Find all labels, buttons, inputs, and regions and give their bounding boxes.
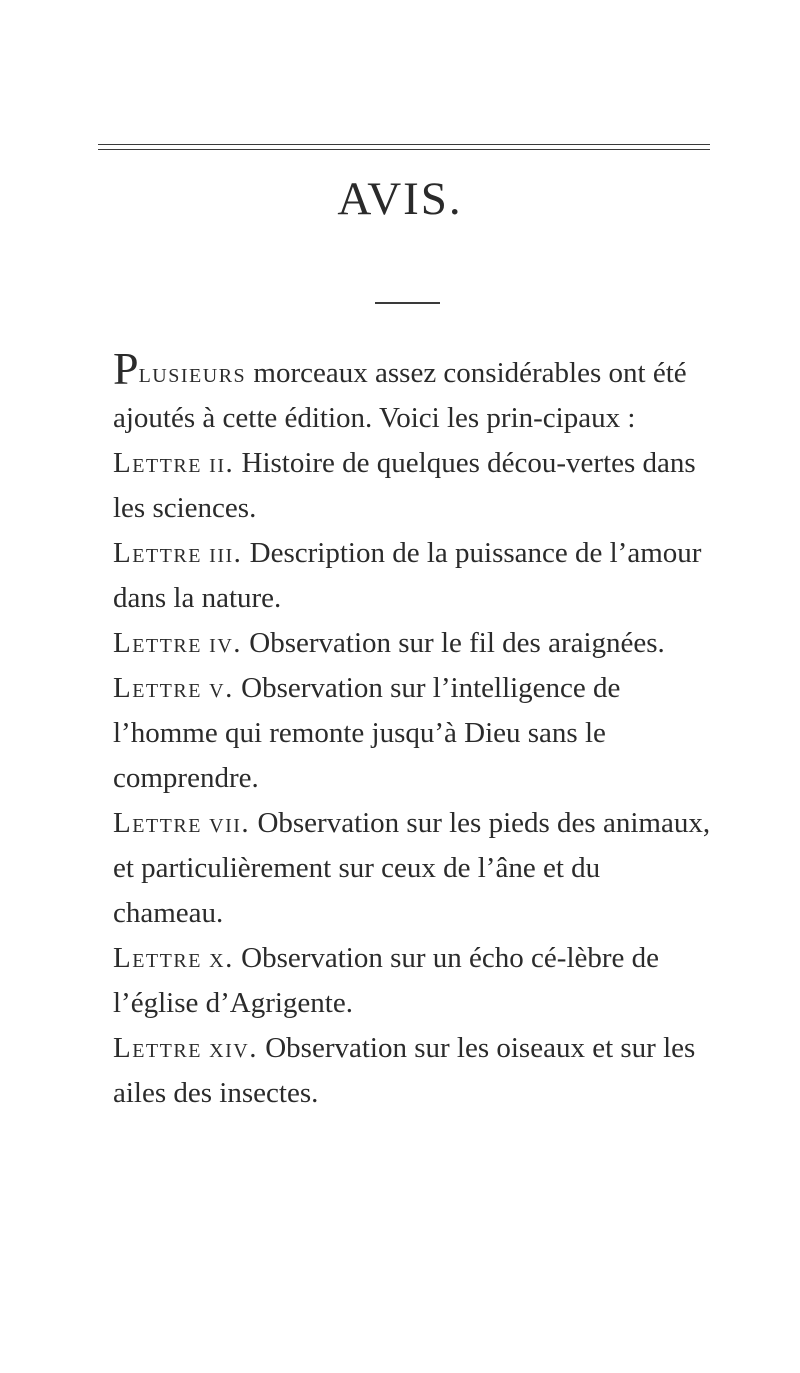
notice-body (113, 343, 713, 1116)
letter-entry (113, 1026, 713, 1116)
letter-number: vii. (209, 807, 251, 839)
intro-paragraph (113, 343, 713, 441)
letter-number: iv. (209, 627, 243, 659)
letter-entry (113, 531, 713, 621)
letter-description: Observation sur les pieds des animaux, et particulièrement sur ceux de l’âne et du chameau. (113, 807, 711, 929)
top-rule-thick (98, 149, 710, 150)
page-title: AVIS. (337, 173, 463, 225)
letter-number: xiv. (209, 1032, 258, 1064)
letter-description: Description de la puissance de l’amour dans la nature. (113, 537, 702, 614)
title-divider (375, 302, 440, 304)
letter-description: Observation sur le fil des araignées. (242, 627, 665, 659)
letter-label: Lettre (113, 627, 202, 659)
letter-label: Lettre (113, 807, 202, 839)
letter-entry (113, 666, 713, 801)
letter-label: Lettre (113, 1032, 202, 1064)
letter-description: Observation sur l’intelligence de l’homme qui remonte jusqu’à Dieu sans le comprendre. (113, 672, 621, 794)
intro-smallcaps: lusieurs (138, 357, 247, 389)
letter-description: Observation sur un écho cé-lèbre de l’église d’Agrigente. (113, 942, 660, 1019)
letter-number: v. (209, 672, 234, 704)
intro-text: morceaux assez considérables ont été ajoutés à cette édition. Voici les prin-cipaux : (113, 357, 687, 434)
top-rule-thin (98, 144, 710, 145)
letter-entry (113, 801, 713, 936)
letter-entry (113, 936, 713, 1026)
letter-label: Lettre (113, 447, 202, 479)
letter-label: Lettre (113, 672, 202, 704)
letter-entry (113, 621, 713, 666)
drop-cap: P (113, 343, 139, 394)
letter-label: Lettre (113, 537, 202, 569)
letter-number: x. (209, 942, 234, 974)
letter-label: Lettre (113, 942, 202, 974)
letter-description: Observation sur les oiseaux et sur les ailes des insectes. (113, 1032, 696, 1109)
letter-number: iii. (209, 537, 243, 569)
letter-number: ii. (209, 447, 235, 479)
letter-entry (113, 441, 713, 531)
letter-description: Histoire de quelques décou-vertes dans les sciences. (113, 447, 696, 524)
